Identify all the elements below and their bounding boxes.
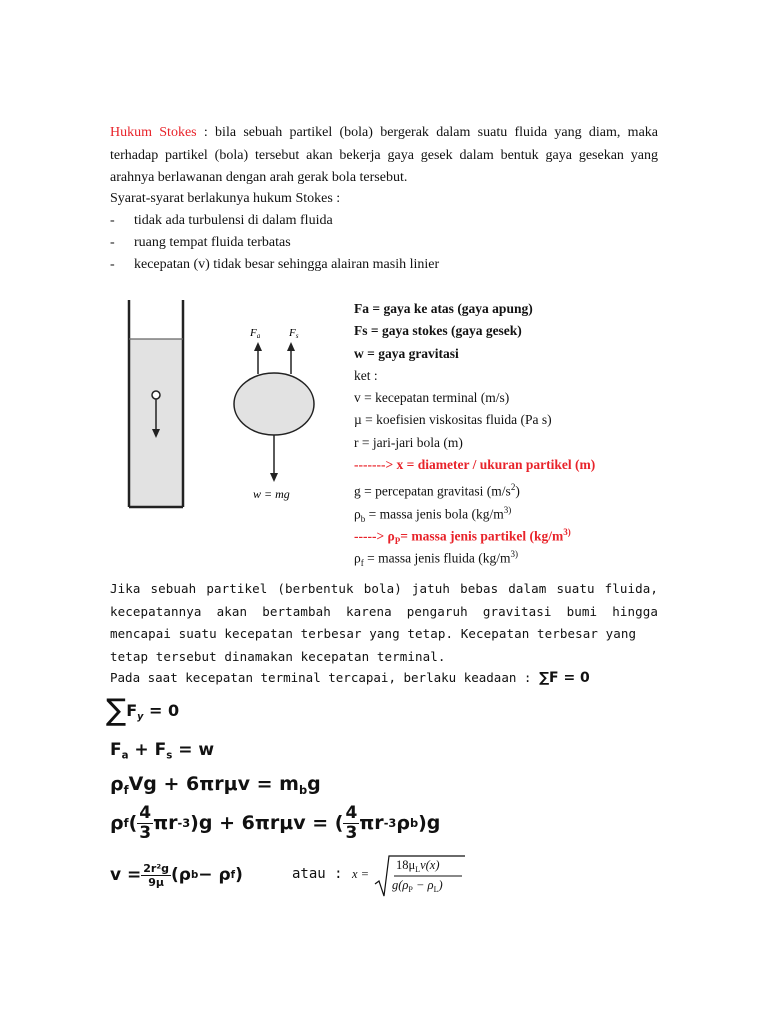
equation-force-balance: $F_a + F_s = w$ [110,740,215,762]
stokes-force-arrow [287,342,295,374]
legend-g: g = percepatan gravitasi $(m/s^2)$ [354,482,520,499]
equation-expanded: $\rho_fVg + 6\pi r\mu v = m_bg$ [110,773,321,797]
definition-text: : bila sebuah partikel (bola) bergerak dalam suatu fluida yang diam, maka terhadap partikel (bola) tersebut akan bekerja gaya gesek dalam bentuk gaya gesekan yang arahnya berlawanan dengan arah gerak bola tersebut. [110,125,658,185]
legend-rho-p: -----> $\rho_P=$ massa jenis partikel ($kg/m^{3)}$ [354,526,571,547]
conditions-heading: Syarat-syarat berlakunya hukum Stokes : [110,191,341,206]
sphere-body [234,373,314,435]
buoyant-force-arrow [254,342,262,374]
legend-r: r = jari-jari bola (m) [354,434,463,450]
paragraph-text: Jika sebuah partikel (berbentuk bola) jatuh bebas dalam suatu fluida, kecepatannya akan bertambah karena pengaruh gravitasi bumi hingga mencapai suatu kecepatan terbesar yang tetap. Kecepatan terbesar yang [110,581,658,641]
terminal-velocity-paragraph [110,578,658,668]
equation-volume: ρ f ( $\frac{4}{3}$ πr -3 )g + 6πrμv = ( $\frac{4}{3}$ πr -3 ρ b )g [110,802,441,843]
legend-w: w = gaya gravitasi [354,345,459,361]
label-fa: Fa [250,327,261,340]
fraction-four-thirds: $\frac{4}{3}$ [139,802,152,843]
paragraph-last-line: tetap tersebut dinamakan kecepatan terminal. [110,648,446,664]
equation-sum-fy: $\sum F_y = 0$ [106,693,180,728]
equilibrium-statement: Pada saat kecepatan terminal tercapai, berlaku keadaan : ∑F = 0 [110,670,590,686]
label-w: w = mg [253,487,290,501]
legend-ket: ket : [354,367,378,383]
fraction-four-thirds: $\frac{4}{3}$ [345,802,358,843]
legend-mu: µ = koefisien viskositas fluida (Pa s) [354,412,552,428]
gravity-force-arrow [270,435,278,482]
term-hukum-stokes: Hukum Stokes [110,125,197,140]
intro-paragraph [110,122,658,190]
stokes-figure [108,292,340,520]
legend-fs: Fs = gaya stokes (gaya gesek) [354,323,522,339]
legend-rho-f: $\rho_f$ = massa jenis fluida ($kg/m^{3)}$ [354,549,518,569]
legend-x: -------> x = diameter / ukuran partikel (m) [354,457,596,473]
legend-v: v = kecepatan terminal (m/s) [354,390,510,406]
legend [354,298,596,569]
legend-rho-b: $\rho_b$ = massa jenis bola ($kg/m^{3)}$ [354,504,512,524]
equation-terminal-velocity: v = $\frac{\text{2r²g}}{9\mu}$ (ρ b − ρ f ) [110,861,243,889]
atau-label: atau : [292,866,343,882]
fraction-2r2g-9mu: $\frac{\text{2r²g}}{9\mu}$ [143,861,170,889]
legend-fa: Fa = gaya ke atas (gaya apung) [354,301,533,316]
label-fs: Fs [289,327,299,340]
equation-particle-diameter: x = $18\mu_Lv(x)$ $g(\rho_P - \rho_L)$ [352,852,472,898]
